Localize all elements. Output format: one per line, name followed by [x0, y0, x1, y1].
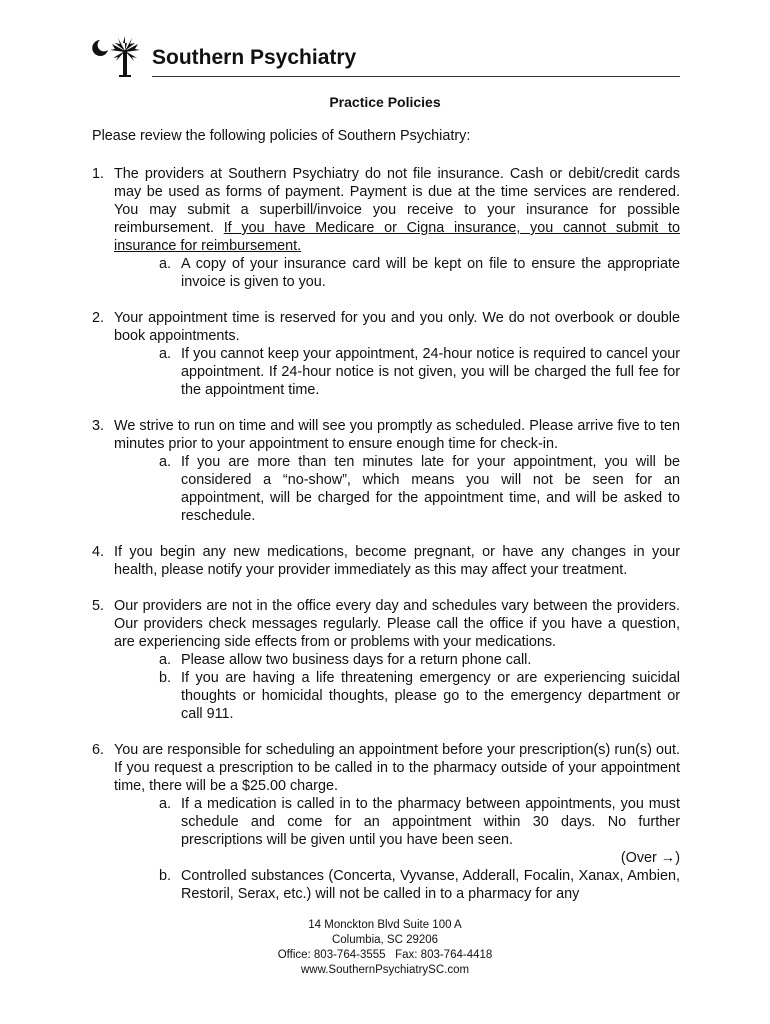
subitem-text: If you cannot keep your appointment, 24-hour notice is required to cancel your appointment. If 24-hour notice is not given, you will be charged the full fee for the appointment time.: [181, 346, 680, 398]
over-note: (Over →): [620, 850, 680, 866]
policy-number: 2.: [92, 310, 105, 326]
subitem-text: If a medication is called in to the pharmacy between appointments, you must schedule and come for an appointment within 30 days. No further prescriptions will be given until you have been seen.: [181, 796, 680, 848]
brand-name: Southern Psychiatry: [152, 46, 357, 69]
policy-text: [114, 165, 680, 255]
policy-item: [92, 309, 680, 399]
subitem-text: If you are more than ten minutes late for your appointment, you will be considered a “no-show”, which means you will not be seen for an appointment, will be charged for the appointment time, and will be asked to reschedule.: [181, 454, 680, 524]
footer-address-line2: Columbia, SC 29206: [331, 934, 439, 946]
policy-text: Our providers are not in the office every day and schedules vary between the providers. Our providers check messages regularly. Please call the office if you have a question, are experiencing side effects from or problems with your medications.: [114, 598, 680, 650]
policy-item: [92, 165, 680, 291]
footer-address-line1: 14 Monckton Blvd Suite 100 A: [308, 919, 462, 931]
policy-number: 1.: [92, 166, 105, 182]
letterhead: [88, 32, 680, 82]
subitem-label: a.: [159, 652, 172, 668]
policy-text: If you begin any new medications, become pregnant, or have any changes in your health, please notify your provider immediately as this may affect your treatment.: [114, 544, 680, 578]
policy-number: 3.: [92, 418, 105, 434]
subitem-label: a.: [159, 454, 172, 470]
palmetto-moon-logo-icon: [88, 36, 144, 78]
policy-number: 5.: [92, 598, 105, 614]
subitem-label: a.: [159, 346, 172, 362]
policy-number: 6.: [92, 742, 105, 758]
policy-item: [92, 417, 680, 525]
subitem-label: a.: [159, 796, 172, 812]
subitem-text: Please allow two business days for a return phone call.: [181, 652, 532, 668]
policy-underlined-note: If you have Medicare or Cigna insurance, you cannot submit to insurance for reimbursement.: [114, 220, 680, 254]
subitem-text: Controlled substances (Concerta, Vyvanse, Adderall, Focalin, Xanax, Ambien, Restoril, Serax, etc.) will not be called in to a pharmacy for any: [181, 868, 680, 902]
page-title: Practice Policies: [329, 94, 441, 110]
intro-text: Please review the following policies of Southern Psychiatry:: [92, 128, 471, 144]
policy-list: [92, 165, 680, 921]
subitem-label: a.: [159, 256, 172, 272]
policy-item: [92, 543, 680, 579]
policy-item: [92, 597, 680, 723]
policy-subitem: [159, 345, 680, 399]
policy-subitem: [159, 867, 680, 903]
subitem-text: If you are having a life threatening emergency or are experiencing suicidal thoughts or homicidal thoughts, please go to the emergency department or call 911.: [181, 670, 680, 722]
policy-subitem: [159, 651, 680, 669]
header-rule: [152, 76, 680, 77]
policy-item: [92, 741, 680, 903]
policy-subitem: [159, 669, 680, 723]
policy-text: You are responsible for scheduling an appointment before your prescription(s) run(s) out. If you request a prescription to be called in to the pharmacy outside of your appointment time, there will be a $25.00 charge.: [114, 742, 680, 794]
policy-text-main: The providers at Southern Psychiatry do not file insurance. Cash or debit/credit cards may be used as forms of payment. Payment is due at the time services are rendered. You may submit a superbill/invoice you receive to your insurance for possible reimbursement.: [114, 166, 680, 236]
policy-text: We strive to run on time and will see you promptly as scheduled. Please arrive five to ten minutes prior to your appointment to ensure enough time for check-in.: [114, 418, 680, 452]
subitem-text: A copy of your insurance card will be kept on file to ensure the appropriate invoice is given to you.: [181, 256, 680, 290]
policy-subitem: [159, 795, 680, 849]
subitem-label: b.: [159, 670, 172, 686]
subitem-label: b.: [159, 868, 172, 884]
footer-phones: Office: 803-764-3555 Fax: 803-764-4418: [277, 949, 493, 961]
footer-website: www.SouthernPsychiatrySC.com: [300, 964, 470, 976]
footer-contact: [0, 918, 770, 978]
policy-text: Your appointment time is reserved for you and you only. We do not overbook or double book appointments.: [114, 310, 680, 344]
policy-subitem: [159, 255, 680, 291]
policy-number: 4.: [92, 544, 105, 560]
policy-subitem: [159, 453, 680, 525]
